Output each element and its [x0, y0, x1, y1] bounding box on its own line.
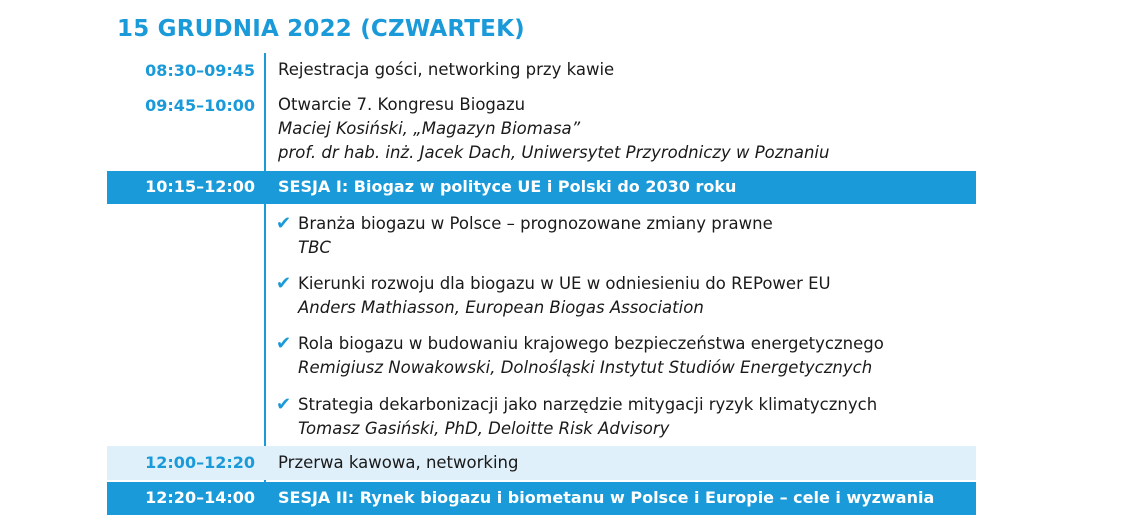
check-icon: ✔ [276, 273, 292, 294]
coffee-break-row [107, 446, 976, 480]
session-item-title: Strategia dekarbonizacji jako narzędzie mitygacji ryzyk klimatycznych [298, 395, 878, 414]
registration-time: 08:30–09:45 [145, 61, 255, 80]
session-2-header [107, 482, 976, 515]
timeline-divider [264, 53, 266, 509]
session-item-speaker: Remigiusz Nowakowski, Dolnośląski Instytut Studiów Energetycznych [298, 358, 873, 377]
registration-text: Rejestracja gości, networking przy kawie [278, 60, 615, 79]
check-icon: ✔ [276, 213, 292, 234]
session-1-time: 10:15–12:00 [145, 177, 255, 196]
opening-time: 09:45–10:00 [145, 96, 255, 115]
break-text: Przerwa kawowa, networking [278, 453, 519, 472]
check-icon: ✔ [276, 333, 292, 354]
opening-title: Otwarcie 7. Kongresu Biogazu [278, 95, 526, 114]
check-icon: ✔ [276, 394, 292, 415]
day-title: 15 GRUDNIA 2022 (CZWARTEK) [117, 16, 525, 42]
session-1-title: SESJA I: Biogaz w polityce UE i Polski do 2030 roku [278, 177, 737, 196]
session-item-title: Branża biogazu w Polsce – prognozowane zmiany prawne [298, 214, 773, 233]
break-time: 12:00–12:20 [145, 453, 255, 472]
session-item-title: Kierunki rozwoju dla biogazu w UE w odniesieniu do REPower EU [298, 274, 831, 293]
opening-speaker: Maciej Kosiński, „Magazyn Biomasa” [278, 119, 581, 138]
session-2-time: 12:20–14:00 [145, 488, 255, 507]
session-item-speaker: Tomasz Gasiński, PhD, Deloitte Risk Advisory [298, 419, 670, 438]
session-item-speaker: TBC [298, 238, 331, 257]
session-2-title: SESJA II: Rynek biogazu i biometanu w Polsce i Europie – cele i wyzwania [278, 488, 935, 507]
opening-speaker: prof. dr hab. inż. Jacek Dach, Uniwersytet Przyrodniczy w Poznaniu [278, 143, 830, 162]
session-item-speaker: Anders Mathiasson, European Biogas Association [298, 298, 704, 317]
session-1-header [107, 171, 976, 204]
session-item-title: Rola biogazu w budowaniu krajowego bezpieczeństwa energetycznego [298, 334, 884, 353]
